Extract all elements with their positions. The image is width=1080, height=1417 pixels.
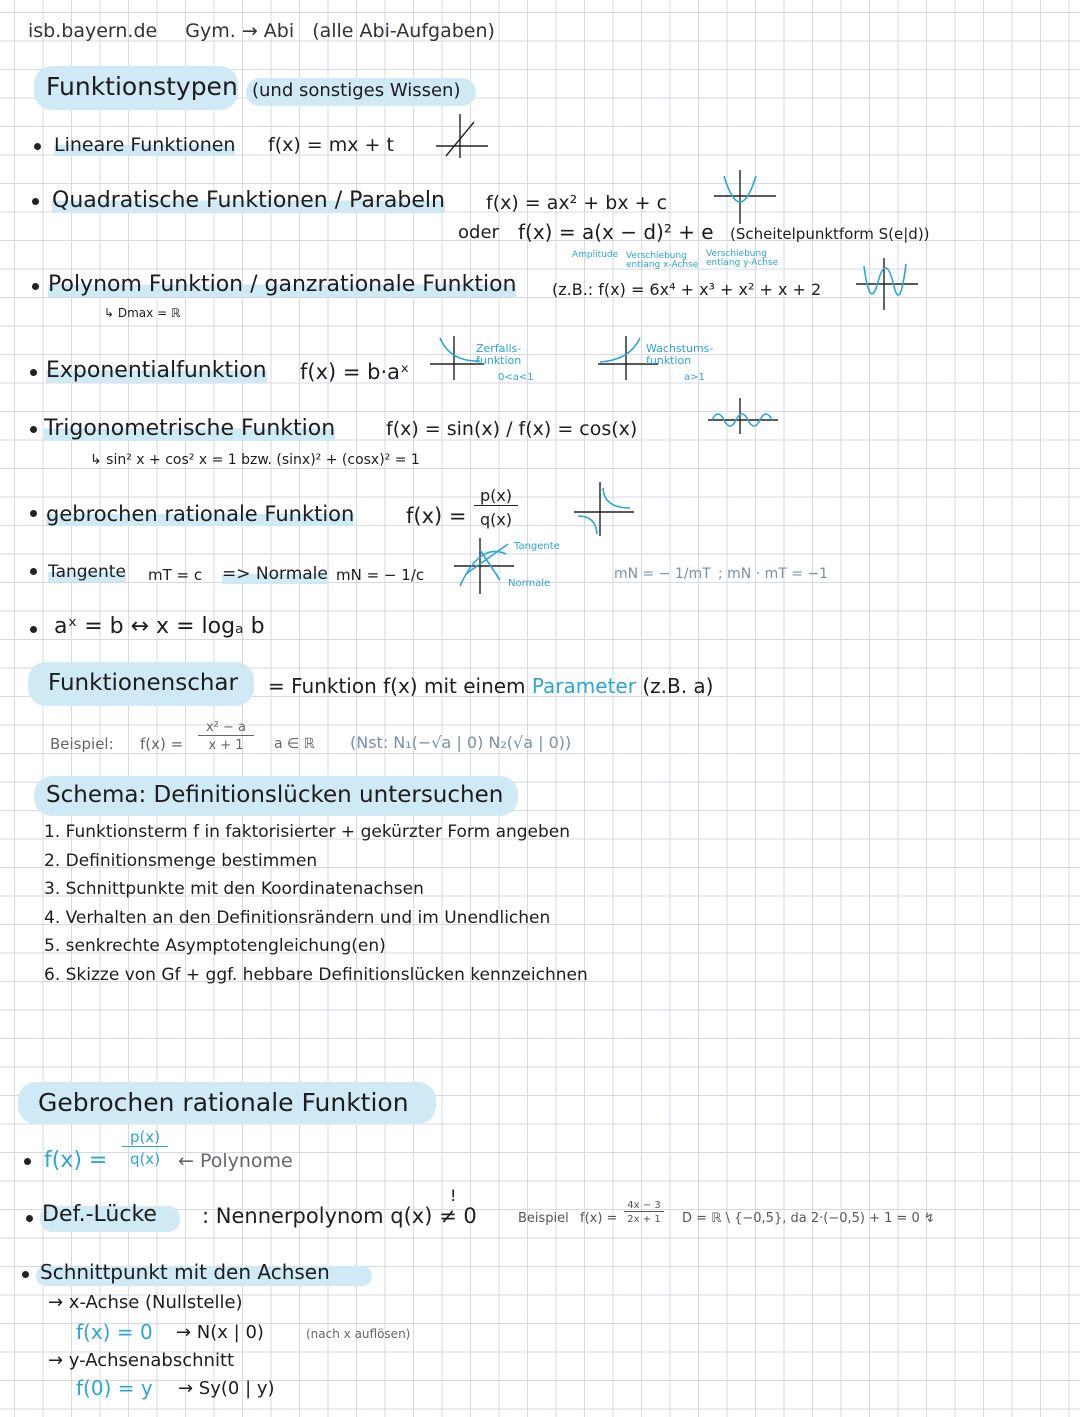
trig-identity: ↳ sin² x + cos² x = 1 bzw. (sinx)² + (cosx)² = 1 [90, 452, 420, 468]
polynomial-example: (z.B.: f(x) = 6x⁴ + x³ + x² + x + 2 [552, 280, 822, 299]
rational-numerator: p(x) [474, 486, 518, 506]
trig-formula: f(x) = sin(x) / f(x) = cos(x) [386, 418, 638, 440]
section4-deflucke-text: : Nennerpolynom q(x) ≠ 0 [202, 1204, 477, 1228]
section4-schnitt-title: Schnittpunkt mit den Achsen [40, 1260, 330, 1284]
section4-example-domain: D = ℝ \ {−0,5}, da 2·(−0,5) + 1 = 0 ↯ [682, 1211, 935, 1226]
section4-den: q(x) [129, 1150, 161, 1168]
section3-title: Schema: Definitionslücken untersuchen [46, 782, 504, 808]
schema-step-3: 3. Schnittpunkte mit den Koordinatenachsen [44, 879, 424, 899]
schema-step-4: 4. Verhalten an den Definitionsrändern und im Unendlichen [44, 907, 551, 928]
tangent-mn: mN = − 1/c [336, 566, 425, 584]
decay-condition: 0<a<1 [498, 372, 534, 383]
quadratic-alt-note: (Scheitelpunktform S(e|d)) [730, 225, 930, 243]
tangent-label: Tangente [48, 562, 126, 582]
linear-label: Lineare Funktionen [54, 134, 236, 156]
bullet [30, 626, 37, 633]
annotation-amplitude: Amplitude [572, 250, 619, 260]
section4-title: Gebrochen rationale Funktion [38, 1088, 409, 1117]
section2-example-den: x + 1 [208, 738, 244, 753]
quadratic-formula: f(x) = ax² + bx + c [486, 192, 668, 214]
polynomial-label: Polynom Funktion / ganzrationale Funktion [48, 272, 517, 297]
parabola-graph-icon [710, 168, 780, 228]
section4-poly-note: ← Polynome [178, 1150, 293, 1172]
section2-definition-prefix: = Funktion f(x) mit einem [268, 674, 526, 698]
schema-steps [44, 818, 588, 989]
quadratic-alt-formula: f(x) = a(x − d)² + e [518, 220, 714, 244]
section4-num: p(x) [122, 1128, 168, 1147]
schema-step-1: 1. Funktionsterm f in faktorisierter + gekürzter Form angeben [44, 822, 571, 842]
schema-step-6: 6. Skizze von Gf + ggf. hebbare Definitionslücken kennzeichnen [44, 964, 588, 985]
section2-example-param: a ∈ ℝ [274, 736, 315, 752]
section4-y-axis: → y-Achsenabschnitt [48, 1350, 235, 1371]
tangent-mt: mT = c [148, 566, 203, 584]
bullet [24, 1158, 31, 1165]
bullet [26, 1215, 33, 1222]
linear-graph-icon [432, 110, 492, 160]
header-note: (alle Abi-Aufgaben) [312, 20, 495, 42]
section4-y-result: → Sy(0 | y) [178, 1378, 275, 1399]
exponential-label: Exponentialfunktion [46, 358, 267, 383]
tangent-arrow-normal: => Normale [222, 564, 328, 584]
quadratic-alt-prefix: oder [458, 222, 499, 243]
bullet [30, 369, 37, 376]
section2-example-prefix: f(x) = [140, 735, 184, 753]
linear-formula: f(x) = mx + t [268, 134, 394, 156]
tangent-graph-label: Tangente [514, 541, 560, 552]
section4-deflucke-mark: ! [450, 1186, 457, 1205]
polynomial-graph-icon [852, 252, 922, 312]
rational-label: gebrochen rationale Funktion [46, 502, 355, 526]
section4-example-num: 4x − 3 [624, 1200, 664, 1212]
rational-formula-prefix: f(x) = [406, 504, 467, 528]
section4-x-axis: → x-Achse (Nullstelle) [48, 1292, 243, 1313]
section4-x-eq: f(x) = 0 [76, 1320, 153, 1344]
quadratic-label: Quadratische Funktionen / Parabeln [52, 188, 445, 213]
section2-definition-suffix: (z.B. a) [642, 674, 714, 698]
section4-y-eq: f(0) = y [76, 1376, 153, 1400]
section4-example-prefix: f(x) = [580, 1211, 618, 1226]
bullet [30, 568, 37, 575]
log-formula: aˣ = b ↔ x = logₐ b [54, 614, 265, 639]
slope-relation-2: ; mN · mT = −1 [718, 566, 829, 582]
section2-parameter: Parameter [531, 674, 636, 698]
annotation-shift-x: Verschiebung entlang x-Achse [626, 251, 699, 270]
section1-subtitle: (und sonstiges Wissen) [252, 80, 461, 101]
trig-label: Trigonometrische Funktion [44, 416, 336, 441]
section4-x-result: → N(x | 0) [176, 1322, 264, 1343]
schema-step-2: 2. Definitionsmenge bestimmen [44, 850, 318, 871]
sine-graph-icon [704, 396, 784, 436]
slope-relation-1: mN = − 1/mT [614, 566, 711, 582]
section2-example-num: x² − a [198, 720, 254, 736]
header-source: isb.bayern.de [28, 20, 158, 42]
bullet [34, 143, 41, 150]
growth-label: Wachstums-funktion [646, 342, 714, 367]
exponential-formula: f(x) = b·aˣ [300, 360, 410, 384]
schema-step-5: 5. senkrechte Asymptotengleichung(en) [44, 936, 386, 956]
header-line [28, 20, 495, 42]
hyperbola-graph-icon [570, 478, 640, 538]
growth-condition: a>1 [684, 372, 705, 383]
section4-deflucke-label: Def.-Lücke [42, 1202, 157, 1227]
section4-example-den: 2x + 1 [627, 1214, 661, 1225]
section4-f-prefix: f(x) = [44, 1148, 108, 1173]
section1-title: Funktionstypen [46, 72, 238, 101]
normal-graph-label: Normale [508, 578, 551, 589]
bullet [30, 426, 37, 433]
section2-example-roots: (Nst: N₁(−√a | 0) N₂(√a | 0)) [350, 733, 572, 752]
header-path: Gym. → Abi [185, 20, 295, 42]
section2-definition [268, 674, 713, 698]
decay-label: Zerfalls-funktion [476, 342, 522, 367]
section2-example-label: Beispiel: [50, 735, 114, 753]
polynomial-domain: ↳ Dmax = ℝ [104, 306, 181, 320]
section4-example-label: Beispiel [518, 1211, 569, 1226]
section4-x-note: (nach x auflösen) [306, 1327, 411, 1341]
annotation-shift-y: Verschiebung entlang y-Achse [706, 249, 779, 268]
bullet [22, 1271, 29, 1278]
section2-title: Funktionenschar [48, 670, 238, 696]
bullet [32, 283, 39, 290]
rational-denominator: q(x) [479, 510, 513, 529]
bullet [32, 198, 39, 205]
bullet [30, 510, 37, 517]
